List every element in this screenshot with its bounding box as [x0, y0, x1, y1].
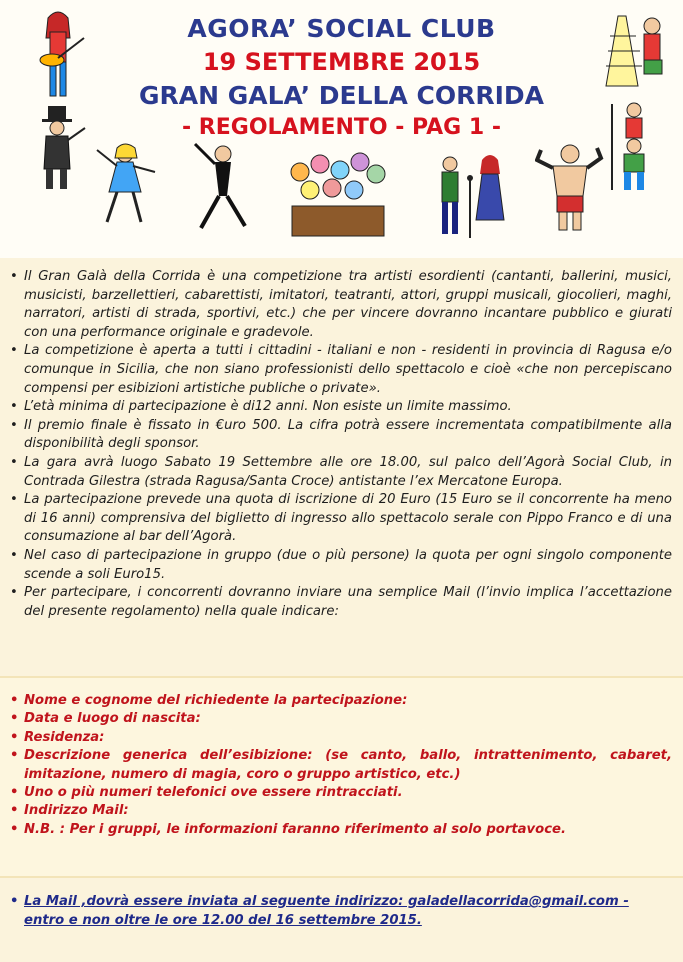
card-tower-icon	[578, 6, 668, 98]
rule-item: • La gara avrà luogo Sabato 19 Settembre alle ore 18.00, sul palco dell’Agorà Social Club, in Contrada Gilestra (strada Ragusa/Santa Croce) antistante l’ex Mercatone Europa.	[10, 454, 672, 491]
crowd-icon	[282, 150, 392, 242]
requirement-item: • Descrizione generica dell’esibizione: (se canto, ballo, intrattenimento, cabaret, imitazione, numero di magia, coro o gruppo artistico, etc.)	[10, 747, 672, 784]
rule-item: • L’età minima di partecipazione è di12 anni. Non esiste un limite massimo.	[10, 398, 672, 417]
requirements-list	[10, 692, 672, 839]
guitarist-icon	[28, 8, 88, 103]
magician-icon	[30, 104, 90, 194]
singer-icon	[430, 150, 510, 242]
requirement-item: • Residenza:	[10, 729, 672, 747]
mail-section	[0, 876, 683, 962]
requirements-section	[0, 676, 683, 876]
acrobat-icon	[604, 100, 664, 192]
requirement-item: • Data e luogo di nascita:	[10, 710, 672, 728]
event-title: GRAN GALA’ DELLA CORRIDA	[138, 81, 545, 110]
header	[0, 0, 683, 258]
regulation-body	[0, 258, 683, 960]
requirement-item: • N.B. : Per i gruppi, le informazioni faranno riferimento al solo portavoce.	[10, 821, 672, 839]
requirement-item: • Indirizzo Mail:	[10, 802, 672, 820]
dancer-icon	[95, 140, 265, 235]
rule-item: • Il Gran Galà della Corrida è una competizione tra artisti esordienti (cantanti, ballerini, musici, musicisti, barzellettieri, cabarettisti, imitatori, teatranti, attori, gruppi musicali, giocolieri, maghi, narratori, artisti di strada, sportivi, etc.) che per vincere dovranno incantare pubblico e giurati con una performance originale e gradevole.	[10, 268, 672, 342]
event-date: 19 SETTEMBRE 2015	[202, 48, 481, 76]
mail-instruction-link[interactable]: • La Mail ,dovrà essere inviata al seguente indirizzo: galadellacorrida@gmail.com - entro e non oltre le ore 12.00 del 16 settembre 2015.	[10, 892, 672, 930]
rules-section	[0, 258, 683, 676]
rule-item: • Nel caso di partecipazione in gruppo (due o più persone) la quota per ogni singolo componente scende a soli Euro15.	[10, 547, 672, 584]
rule-item: • La partecipazione prevede una quota di iscrizione di 20 Euro (15 Euro se il concorrente ha meno di 16 anni) comprensiva del biglietto di ingresso allo spettacolo serale con Pippo Franco e di una consumazione al bar dell’Agorà.	[10, 491, 672, 547]
rules-list	[10, 268, 672, 621]
club-title: AGORA’ SOCIAL CLUB	[187, 14, 496, 43]
page-title: - REGOLAMENTO - PAG 1 -	[182, 115, 501, 140]
rule-item: • Il premio finale è fissato in €uro 500. La cifra potrà essere incrementata compatibilmente alla disponibilità degli sponsor.	[10, 417, 672, 454]
mail-list	[10, 892, 672, 930]
strongman-icon	[535, 140, 605, 232]
rule-item: • Per partecipare, i concorrenti dovranno inviare una semplice Mail (l’invio implica l’accettazione del presente regolamento) nella quale indicare:	[10, 584, 672, 621]
requirement-item: • Uno o più numeri telefonici ove essere rintracciati.	[10, 784, 672, 802]
rule-item: • La competizione è aperta a tutti i cittadini - italiani e non - residenti in provincia di Ragusa e/o comunque in Sicilia, che non siano professionisti dello spettacolo e cioè «che non percepiscano compensi per esibizioni artistiche publiche o private».	[10, 342, 672, 398]
requirement-item: • Nome e cognome del richiedente la partecipazione:	[10, 692, 672, 710]
